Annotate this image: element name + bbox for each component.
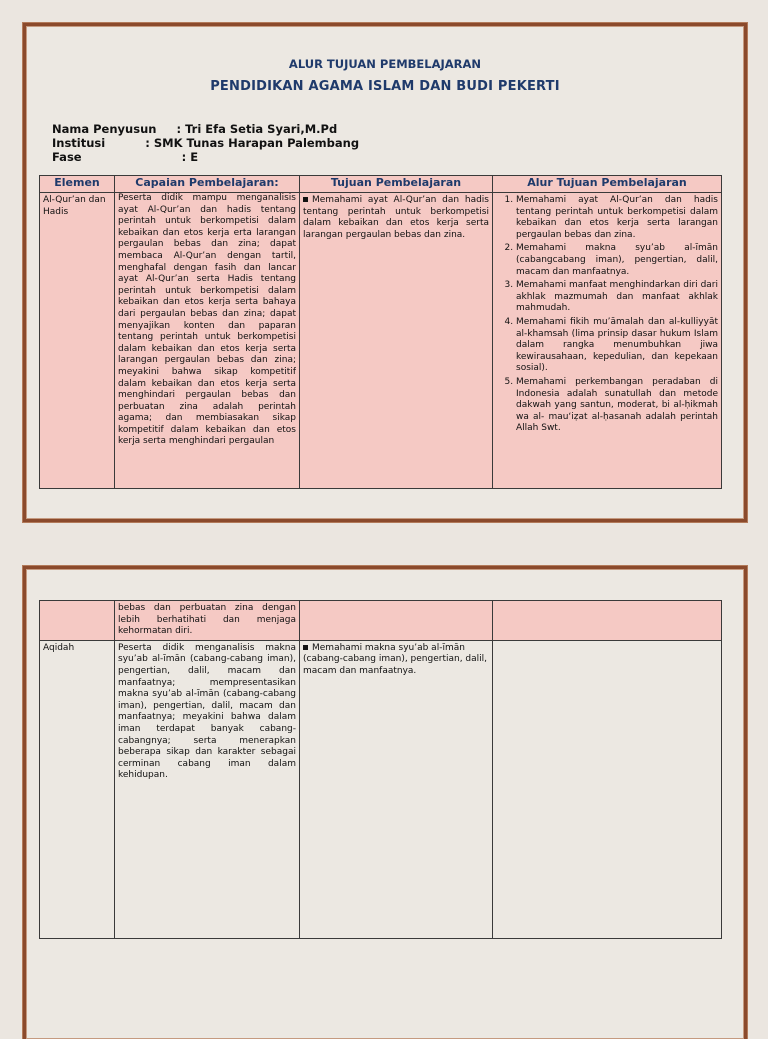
tujuan-text: Memahami makna syu’ab al-īmān (cabang-cabang iman), pengertian, dalil, macam dan manfaatnya. (303, 642, 488, 676)
cell-capaian: Peserta didik menganalisis makna syu’ab al-īmān (cabang-cabang iman), pengertian, dalil, macam dan manfaatnya; mempresentasikan makna syu’ab al-īmān (cabang-cabang iman), pengertian, dalil, macam dan manfaatnya; meyakini bahwa dalam iman terdapat banyak cabang- cabangnya; serta menerapkan beberapa sikap dan karakter sebagai cerminan cabang iman dalam kehidupan. (115, 640, 300, 938)
institution-line: Institusi : SMK Tunas Harapan Palembang (52, 136, 360, 150)
author-line: Nama Penyusun : Tri Efa Setia Syari,M.Pd (52, 122, 338, 136)
table-row (40, 601, 722, 641)
cell-alur (493, 193, 722, 489)
table-row (40, 640, 722, 938)
cell-elemen: Al-Qur’an dan Hadis (40, 193, 115, 489)
table-row (40, 193, 722, 489)
table-header-row (40, 176, 722, 193)
cell-tujuan (300, 193, 493, 489)
cell-elemen: Aqidah (40, 640, 115, 938)
cell-alur-empty (493, 601, 722, 641)
cell-tujuan (300, 640, 493, 938)
cell-alur (493, 640, 722, 938)
bullet-square-icon (303, 645, 308, 650)
cell-tujuan-empty (300, 601, 493, 641)
list-item: 5. Memahami perkembangan peradaban di Indonesia adalah sunatullah dan metode dakwah yang santun, moderat, bi al-ḥikmah wa al- mau‘iẓat al-ḥasanah adalah perintah Allah Swt. (516, 377, 718, 435)
list-item: 4. Memahami fikih mu’āmalah dan al-kulliyyāt al-khamsah (lima prinsip dasar hukum Islam dalam rangka menumbuhkan jiwa kewirausahaan, kepedulian, dan kepekaan sosial). (516, 317, 718, 375)
list-item: 3. Memahami manfaat menghindarkan diri dari akhlak mazmumah dan manfaat akhlak mahmudah. (516, 280, 718, 315)
list-item: 1. Memahami ayat Al-Qur’an dan hadis tentang perintah untuk berkompetisi dalam kebaikan dan etos kerja serta larangan pergaulan bebas dan zina. (516, 195, 718, 241)
list-item: 2. Memahami makna syu’ab al-īmān (cabangcabang iman), pengertian, dalil, macam dan manfaatnya. (516, 243, 718, 278)
learning-table-page1 (39, 175, 722, 489)
learning-table-page2 (39, 600, 722, 939)
document-title: ALUR TUJUAN PEMBELAJARAN (288, 57, 482, 71)
bullet-square-icon (303, 197, 308, 202)
header-alur: Alur Tujuan Pembelajaran (493, 176, 722, 193)
header-capaian: Capaian Pembelajaran: (115, 176, 300, 193)
tujuan-text: Memahami ayat Al-Qur’an dan hadis tentang perintah untuk berkompetisi dalam kebaikan dan etos kerja serta larangan pergaulan bebas dan zina. (303, 195, 489, 240)
cell-elemen-empty (40, 601, 115, 641)
capaian-text: Peserta didik mampu menganalisis ayat Al-Qur’an dan hadis tentang perintah untuk berkompetisi dalam kebaikan dan etos kerja erta larangan pergaulan bebas dan zina; dapat membaca Al-Qur’an dengan tartil, menghafal dengan fasih dan lancar ayat Al-Qur’an serta Hadis tentang perintah untuk berkompetisi dalam kebaikan dan etos kerja serta bahaya dari pergaulan bebas dan zina; dapat menyajikan konten dan paparan tentang perintah untuk berkompetisi dalam kebaikan dan etos kerja serta larangan pergaulan bebas dan zina; meyakini bahwa sikap kompetitif dalam kebaikan dan etos kerja serta menghindari pergaulan bebas dan perbuatan zina adalah perintah agama; dan membiasakan sikap kompetitif dalam kebaikan dan etos kerja serta menghindari pergaulan (118, 193, 296, 447)
document-page-1 (23, 23, 747, 522)
cell-capaian (115, 193, 300, 489)
header-elemen: Elemen (40, 176, 115, 193)
document-subtitle: PENDIDIKAN AGAMA ISLAM DAN BUDI PEKERTI (210, 79, 560, 94)
phase-line: Fase : E (52, 150, 199, 164)
alur-list (496, 195, 718, 435)
cell-capaian-continued: bebas dan perbuatan zina dengan lebih berhatihati dan menjaga kehormatan diri. (115, 601, 300, 641)
header-tujuan: Tujuan Pembelajaran (300, 176, 493, 193)
document-page-2 (23, 566, 747, 1039)
